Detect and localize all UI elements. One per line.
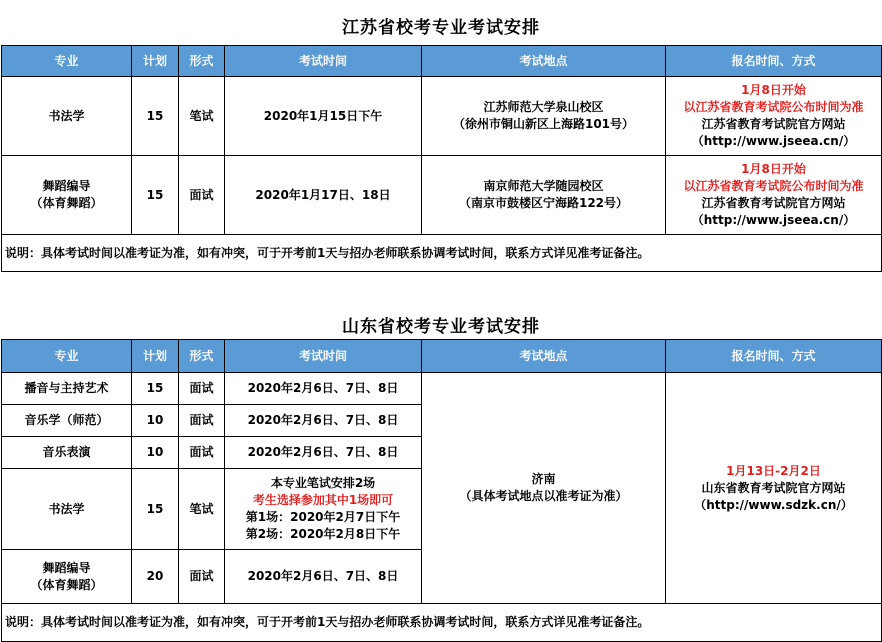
form-cell: 面试 <box>179 550 225 604</box>
table-row <box>2 77 882 156</box>
header-form: 形式 <box>179 340 225 373</box>
form-cell: 笔试 <box>179 77 225 156</box>
jiangsu-title: 江苏省校考专业考试安排 <box>342 18 540 38</box>
form-cell: 面试 <box>179 405 225 437</box>
note-row <box>2 604 882 642</box>
form-cell: 面试 <box>179 373 225 405</box>
time-cell: 2020年1月15日下午 <box>225 77 422 156</box>
table-header-row <box>2 340 882 373</box>
form-cell: 笔试 <box>179 469 225 550</box>
registration-cell: 1月13日-2月2日 山东省教育考试院官方网站 （http://www.sdzk.cn/） <box>666 373 882 604</box>
table-header-row <box>2 46 882 77</box>
major-cell: 舞蹈编导 （体育舞蹈） <box>2 156 132 235</box>
plan-cell: 15 <box>132 469 179 550</box>
plan-cell: 15 <box>132 77 179 156</box>
header-registration: 报名时间、方式 <box>666 46 882 77</box>
registration-cell: 1月8日开始 以江苏省教育考试院公布时间为准 江苏省教育考试院官方网站 （http://www.jseea.cn/） <box>666 77 882 156</box>
header-place: 考试地点 <box>422 340 666 373</box>
time-cell: 2020年1月17日、18日 <box>225 156 422 235</box>
major-cell: 书法学 <box>2 469 132 550</box>
plan-cell: 15 <box>132 156 179 235</box>
place-cell: 南京师范大学随园校区 （南京市鼓楼区宁海路122号） <box>422 156 666 235</box>
header-plan: 计划 <box>132 46 179 77</box>
place-cell: 江苏师范大学泉山校区 （徐州市铜山新区上海路101号） <box>422 77 666 156</box>
header-form: 形式 <box>179 46 225 77</box>
header-place: 考试地点 <box>422 46 666 77</box>
shandong-schedule-table <box>1 339 882 642</box>
plan-cell: 10 <box>132 437 179 469</box>
header-registration: 报名时间、方式 <box>666 340 882 373</box>
jiangsu-schedule-table <box>1 45 882 272</box>
note-text: 说明：具体考试时间以准考证为准，如有冲突，可于开考前1天与招办老师联系协调考试时间，联系方式详见准考证备注。 <box>2 235 882 272</box>
header-plan: 计划 <box>132 340 179 373</box>
time-cell: 2020年2月6日、7日、8日 <box>225 437 422 469</box>
time-cell: 2020年2月6日、7日、8日 <box>225 373 422 405</box>
place-cell: 济南 （具体考试地点以准考证为准） <box>422 373 666 604</box>
plan-cell: 20 <box>132 550 179 604</box>
time-cell: 2020年2月6日、7日、8日 <box>225 550 422 604</box>
header-major: 专业 <box>2 46 132 77</box>
shandong-title: 山东省校考专业考试安排 <box>342 317 540 337</box>
major-cell: 音乐学（师范） <box>2 405 132 437</box>
registration-cell: 1月8日开始 以江苏省教育考试院公布时间为准 江苏省教育考试院官方网站 （http://www.jseea.cn/） <box>666 156 882 235</box>
table-row <box>2 156 882 235</box>
time-cell: 本专业笔试安排2场 考生选择参加其中1场即可 第1场：2020年2月7日下午 第2场：2020年2月8日下午 <box>225 469 422 550</box>
major-cell: 书法学 <box>2 77 132 156</box>
form-cell: 面试 <box>179 156 225 235</box>
header-time: 考试时间 <box>225 46 422 77</box>
note-text: 说明：具体考试时间以准考证为准，如有冲突，可于开考前1天与招办老师联系协调考试时间，联系方式详见准考证备注。 <box>2 604 882 642</box>
table-row <box>2 373 882 405</box>
plan-cell: 15 <box>132 373 179 405</box>
major-cell: 舞蹈编导 （体育舞蹈） <box>2 550 132 604</box>
major-cell: 音乐表演 <box>2 437 132 469</box>
note-row <box>2 235 882 272</box>
plan-cell: 10 <box>132 405 179 437</box>
header-major: 专业 <box>2 340 132 373</box>
major-cell: 播音与主持艺术 <box>2 373 132 405</box>
header-time: 考试时间 <box>225 340 422 373</box>
form-cell: 面试 <box>179 437 225 469</box>
time-cell: 2020年2月6日、7日、8日 <box>225 405 422 437</box>
